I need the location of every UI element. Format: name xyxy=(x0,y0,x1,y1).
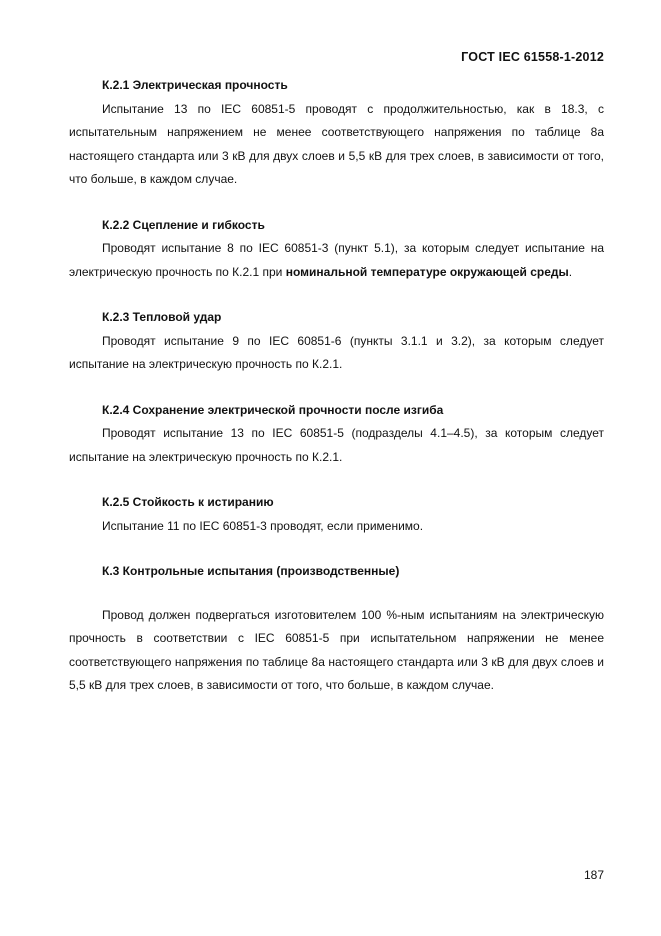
page-number: 187 xyxy=(583,868,604,882)
section-heading: К.2.2 Сцепление и гибкость xyxy=(102,217,265,232)
section-k-2-5 xyxy=(69,491,604,538)
section-heading: К.2.4 Сохранение электрической прочности после изгиба xyxy=(102,402,444,417)
paragraph-text-end: . xyxy=(568,264,573,279)
section-paragraph: Испытание 11 по IEC 60851-3 проводят, если применимо. xyxy=(102,518,424,533)
section-k-2-2 xyxy=(69,214,604,285)
section-k-2-1 xyxy=(69,74,604,192)
spacer xyxy=(69,584,604,604)
section-k-3 xyxy=(69,560,604,698)
section-k-2-4 xyxy=(69,399,604,470)
section-paragraph: Проводят испытание 13 по IEC 60851-5 (подразделы 4.1–4.5), за которым следует испытание на электрическую прочность по К.2.1. xyxy=(69,426,604,464)
section-paragraph: Испытание 13 по IEC 60851-5 проводят с продолжительностью, как в 18.3, с испытательным напряжением не менее соответствующего напряжения по таблице 8а настоящего стандарта или 3 кВ для двух слоев и 5,5 кВ для трех слоев, в зависимости от того, что больше, в каждом случае. xyxy=(69,101,604,186)
section-heading: К.3 Контрольные испытания (производственные) xyxy=(102,564,400,578)
section-heading: К.2.3 Тепловой удар xyxy=(102,310,222,324)
section-heading: К.2.5 Стойкость к истиранию xyxy=(102,495,274,509)
section-paragraph: Проводят испытание 9 по IEC 60851-6 (пункты 3.1.1 и 3.2), за которым следует испытание на электрическую прочность по К.2.1. xyxy=(69,333,604,371)
paragraph-text: Проводят испытание 8 по IEC 60851-3 (пункт 5.1), за которым следует испытание на электрическую прочность по К.2.1 при xyxy=(69,241,604,279)
section-paragraph: Провод должен подвергаться изготовителем 100 %-ным испытаниям на электрическую прочность в соответствии с IEC 60851-5 при испытательном напряжении не менее соответствующего напряжения по таблице 8а настоящего стандарта или 3 кВ для двух слоев и 5,5 кВ для трех слоев, в зависимости от того, что больше, в каждом случае. xyxy=(69,607,604,692)
section-k-2-3 xyxy=(69,306,604,377)
section-paragraph xyxy=(69,237,604,284)
document-header: ГОСТ IEC 61558-1-2012 xyxy=(461,50,604,64)
document-body xyxy=(69,74,604,720)
section-heading: К.2.1 Электрическая прочность xyxy=(102,78,288,92)
emphasized-term: номинальной температуре окружающей среды xyxy=(285,264,569,279)
